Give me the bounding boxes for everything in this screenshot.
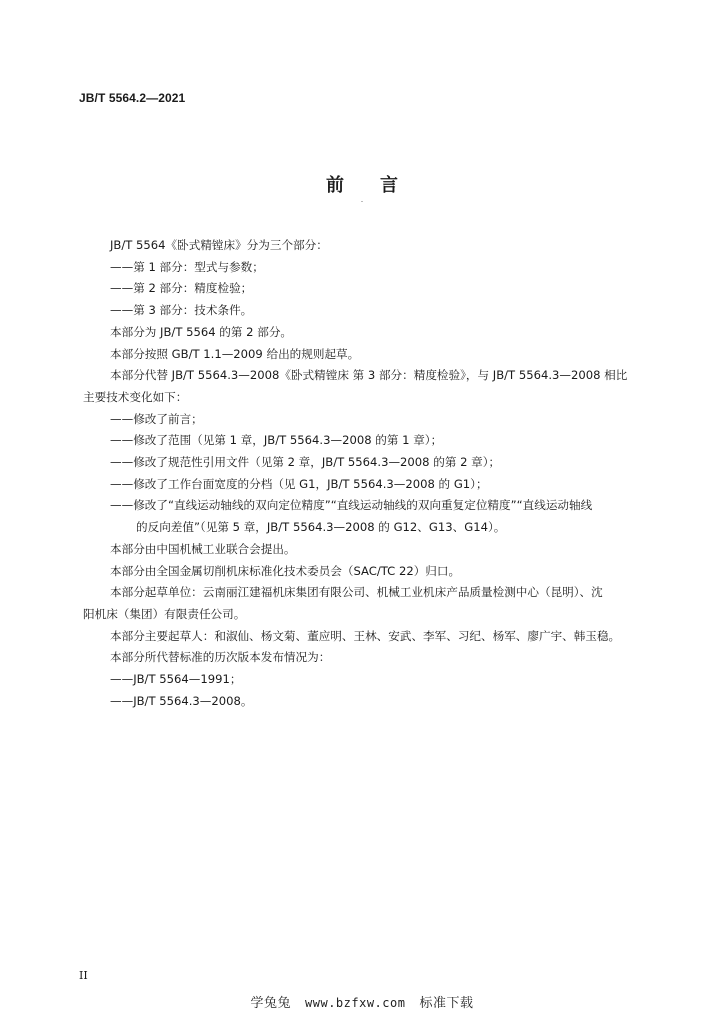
scan-speck [361, 201, 363, 202]
body-line: 本部分为 JB/T 5564 的第 2 部分。 [110, 324, 293, 339]
title-char-1: 前 [326, 175, 344, 196]
body-line: 本部分由全国金属切削机床标准化技术委员会（SAC/TC 22）归口。 [110, 563, 461, 578]
body-line: ——修改了规范性引用文件（见第 2 章，JB/T 5564.3—2008 的第 2 章）； [110, 455, 501, 470]
body-line: ——第 3 部分：技术条件。 [110, 303, 253, 318]
body-line-continuation: 的反向差值”（见第 5 章，JB/T 5564.3—2008 的 G12、G13、G14）。 [136, 520, 506, 535]
standard-code: JB/T 5564.2—2021 [79, 91, 186, 105]
body-line: ——JB/T 5564.3—2008。 [110, 693, 253, 708]
body-line-continuation: 阳机床（集团）有限责任公司。 [83, 606, 246, 621]
page-number: II [79, 969, 88, 982]
watermark-footer [0, 992, 724, 1011]
footer-tagline: 标准下载 [419, 996, 474, 1011]
body-line: ——修改了“直线运动轴线的双向定位精度”“直线运动轴线的双向重复定位精度”“直线运动轴线 [110, 498, 593, 513]
body-line: ——修改了范围（见第 1 章，JB/T 5564.3—2008 的第 1 章）； [110, 433, 443, 448]
body-line: ——修改了工作台面宽度的分档（见 G1，JB/T 5564.3—2008 的 G1）； [110, 476, 488, 491]
footer-site-name: 学兔兔 [250, 996, 292, 1011]
body-line: 本部分所代替标准的历次版本发布情况为： [110, 650, 331, 665]
body-line: ——第 1 部分：型式与参数； [110, 259, 264, 274]
page-title [0, 171, 724, 197]
body-line: 本部分起草单位：云南丽江建福机床集团有限公司、机械工业机床产品质量检测中心（昆明）、沈 [110, 585, 603, 600]
footer-url: www.bzfxw.com [305, 996, 406, 1010]
body-line: 本部分主要起草人：和淑仙、杨文菊、董应明、王林、安武、李军、习纪、杨军、廖广宇、韩玉稳。 [110, 628, 621, 643]
body-line-continuation: 主要技术变化如下： [83, 389, 188, 404]
body-line: 本部分由中国机械工业联合会提出。 [110, 541, 296, 556]
body-line: 本部分代替 JB/T 5564.3—2008《卧式精镗床 第 3 部分：精度检验》，与 JB/T 5564.3—2008 相比 [110, 368, 628, 383]
body-line: JB/T 5564《卧式精镗床》分为三个部分： [110, 238, 328, 252]
body-line: ——修改了前言； [110, 411, 203, 426]
title-char-2: 言 [380, 175, 398, 196]
body-line: 本部分按照 GB/T 1.1—2009 给出的规则起草。 [110, 346, 360, 361]
foreword-body [83, 235, 660, 712]
body-line: ——第 2 部分：精度检验； [110, 281, 253, 296]
body-line: ——JB/T 5564—1991； [110, 672, 242, 687]
